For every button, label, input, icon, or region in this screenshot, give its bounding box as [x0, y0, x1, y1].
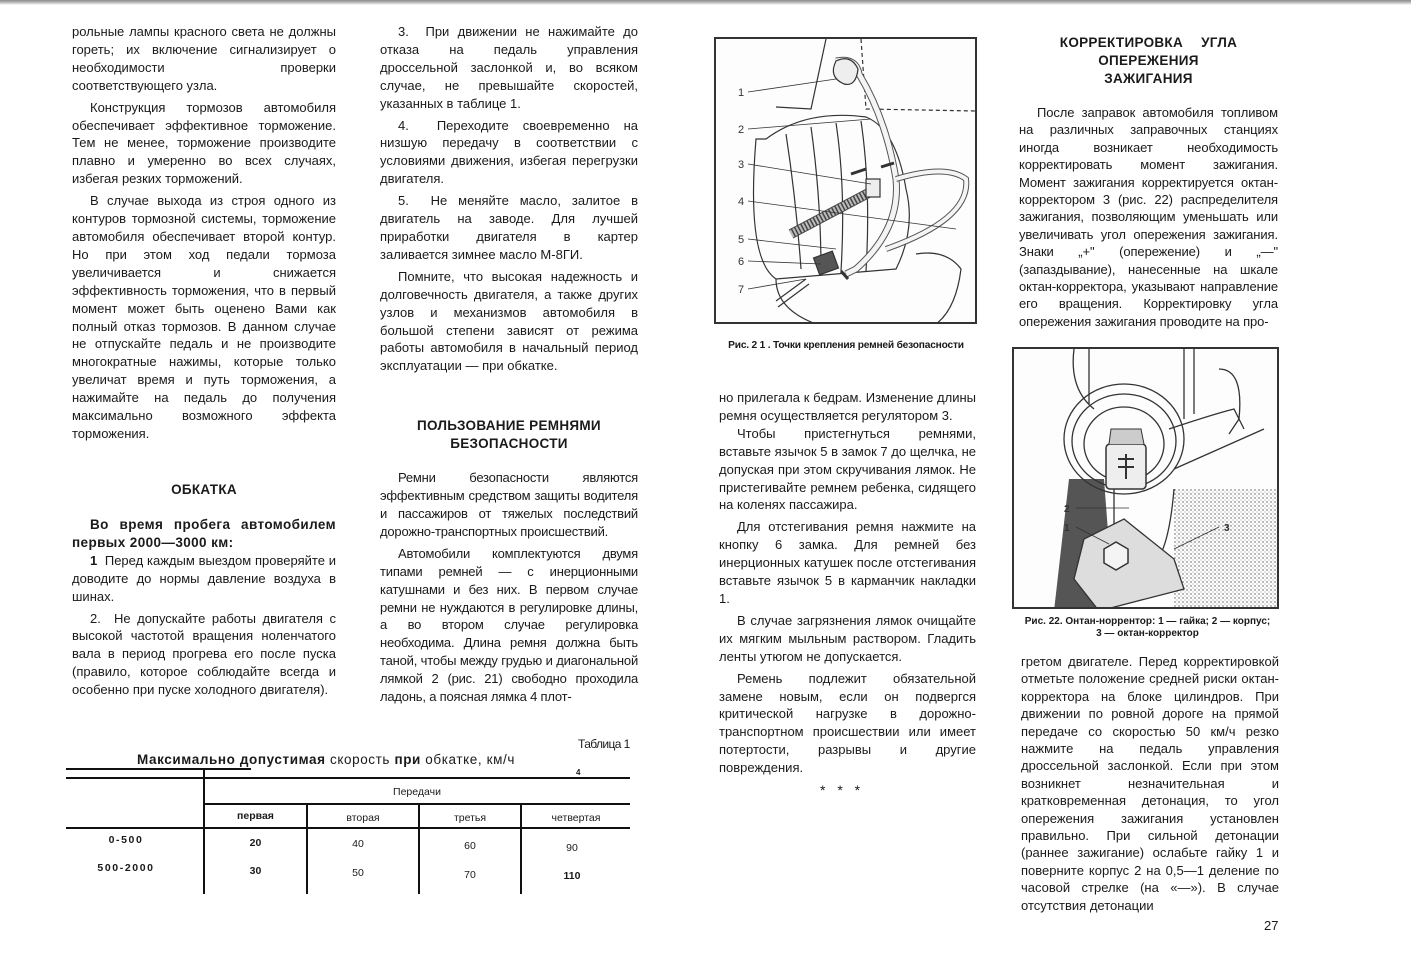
fig21-label: 2 — [738, 124, 745, 136]
row-label: 500-2000 — [97, 862, 155, 874]
column-header: четвертая — [551, 812, 601, 824]
item-number: 3. — [398, 24, 409, 39]
paragraph: В случае выхода из строя одного из контуров тормозной системы, торможение автомобиля обеспечивает второй контур. Но при этом ход педали тормоза увеличивается и снижается эффективность торможения, что в первый момент может быть оценено Вами как полный отказ тормозов. В данном случае не отпускайте педаль и не производите многократные нажимы, которые только увеличат время и путь торможения, а нажимайте на педаль до получения максимально возможного эффекта торможения. — [72, 193, 336, 441]
item-text: Переходите своевременно на низшую передачу в соответствии с условиями движения, избегая перегрузки двигателя. — [380, 117, 638, 187]
rule — [66, 827, 630, 829]
paragraph: Чтобы пристегнуться ремнями, вставьте язычок 5 в замок 7 до щелчка, не допуская при этом скручивания лямок. Не пристегивайте ремнем ребенка, сидящего на коленях пассажира. — [719, 425, 976, 513]
table-cell: 30 — [249, 865, 262, 877]
column-4-continued — [1021, 653, 1279, 914]
title-part: при — [394, 752, 421, 767]
title-part: обкатке, км/ч — [425, 752, 515, 767]
caption-line: Рис. 22. Онтан-норрентор: 1 — гайка; 2 — корпус; — [1024, 616, 1271, 627]
column-4-body — [1019, 104, 1278, 330]
item-number: 5. — [398, 193, 409, 209]
table-cell: 60 — [464, 840, 476, 852]
list-item — [72, 610, 336, 700]
paragraph: но прилегала к бедрам. Изменение длины ремня осуществляется регулятором 3. — [719, 390, 976, 423]
footnote-mark: 4 — [576, 768, 581, 777]
column-2 — [380, 23, 638, 706]
title-part: Максимально допустимая — [137, 752, 326, 767]
paragraph: рольные лампы красного света не должны гореть; их включение сигнализирует о необходимости проверки соответствующего узла. — [72, 24, 336, 93]
seatbelt-illustration — [716, 39, 977, 324]
column-header: третья — [453, 812, 487, 824]
row-label: 0-500 — [108, 834, 144, 846]
section-heading-obkatka: ОБКАТКА — [171, 481, 237, 497]
paragraph: В случае загрязнения лямок очищайте их мягким мыльным раствором. Гладить ленты утюгом не допускается. — [719, 612, 976, 664]
caption-line: 3 — октан-корректор — [1096, 628, 1199, 639]
fig21-label: 3 — [738, 159, 745, 171]
heading-line: ЗАЖИГАНИЯ — [1104, 71, 1193, 86]
section-separator: * * * — [820, 782, 865, 798]
paragraph: Ремень подлежит обязательной замене новым, если он подвергся критической нагрузке в дорожно-транспортном происшествии или имеет потертости, разрывы и другие повреждения. — [719, 670, 976, 776]
section-heading-seatbelts — [380, 417, 638, 453]
list-item — [380, 23, 638, 113]
list-item — [380, 117, 638, 189]
section-heading-ignition — [1019, 34, 1278, 88]
table-cell: 70 — [464, 869, 476, 881]
table-title — [137, 752, 515, 767]
page-top-edge — [0, 0, 1411, 5]
column-1 — [72, 23, 336, 699]
table-group-header: Передачи — [393, 786, 441, 798]
paragraph: Помните, что высокая надежность и долговечность двигателя, а также других узлов и механизмов автомобиля в большой степени зависят от режима работы автомобиля в начальный период эксплуатации — при обкатке. — [380, 268, 638, 374]
table-cell: 40 — [352, 838, 364, 850]
fig21-label: 6 — [738, 256, 745, 268]
item-number: 1 — [90, 552, 98, 568]
heading-line: ОПЕРЕЖЕНИЯ — [1098, 53, 1199, 68]
title-part: скорость — [329, 752, 391, 767]
item-text: Не допускайте работы двигателя с высокой частотой вращения ноленчатого вала в период прогрева его после пуска (правило, которое соблюдайте всегда и особенно при пуске холодного двигателя). — [72, 610, 336, 698]
figure-22-caption — [1010, 616, 1285, 640]
fig22-label: 1 — [1064, 523, 1070, 534]
table-cell: 90 — [566, 842, 578, 854]
paragraph: Автомобили комплектуются двумя типами ремней — с инерционными катушнами и без них. В первом случае ремни не нуждаются в регулировке длины, а во втором случае регулировка необходима. Длина ремня должна быть таной, чтобы между грудью и диагональной лямкой 2 (рис. 21) свободно проходила ладонь, а поясная лямка 4 плот- — [380, 545, 638, 705]
column-header: первая — [237, 810, 274, 822]
list-item — [72, 552, 336, 606]
heading-line: КОРРЕКТИРОВКА УГЛА — [1059, 35, 1238, 50]
figure-21-caption: Рис. 2 1 . Точки крепления ремней безопасности — [728, 340, 964, 351]
paragraph: Ремни безопасности являются эффективным средством защиты водителя и пассажиров от тяжелых последствий дорожно-транспортных происшествий. — [380, 470, 638, 539]
fig21-label: 4 — [738, 196, 745, 208]
fig21-label: 5 — [738, 234, 745, 246]
fig22-label: 2 — [1064, 504, 1070, 515]
table-cell: 110 — [563, 870, 581, 882]
paragraph: Конструкция тормозов автомобиля обеспечивает эффективное торможение. Тем не менее, торможение производите плавно и умеренно во всех случаях, избегая резких торможений. — [72, 99, 336, 187]
fig22-label: 3 — [1224, 523, 1230, 534]
item-text: Не меняйте масло, залитое в двигатель на заводе. Для лучшей приработки двигателя в картер заливается зимнее масло М-8ГИ. — [380, 193, 638, 262]
paragraph: После заправок автомобиля топливом на различных заправочных станциях иногда возникает необходимость корректировать момент зажигания. Момент зажигания корректируется октан-корректором 3 (рис. 22) распределителя зажигания, позволяющим уменьшать или увеличивать угол опережения зажигания. Знаки „+" (опережение) и „—" (запаздывание), нанесенные на шкале октан-корректора, указывают направление его вращения. Корректировку угла опережения зажигания проводите на про- — [1019, 105, 1278, 329]
item-number: 2. — [90, 610, 101, 626]
fig21-label: 7 — [738, 284, 745, 296]
column-3 — [719, 389, 976, 777]
figure-21-seatbelt-diagram — [714, 37, 977, 324]
table-cell: 20 — [249, 837, 262, 849]
list-item — [380, 192, 638, 264]
heading-line: БЕЗОПАСНОСТИ — [450, 436, 568, 452]
subheading: Во время пробега автомобилем первых 2000—3000 км: — [72, 516, 336, 550]
item-number: 4. — [398, 117, 409, 133]
fig21-label: 1 — [738, 87, 745, 99]
item-text: При движении не нажимайте до отказа на педаль управления дроссельной заслонкой и, во всяком случае, не превышайте скоростей, указанных в таблице 1. — [380, 24, 638, 111]
column-4 — [1019, 34, 1278, 330]
paragraph: Для отстегивания ремня нажмите на кнопку 6 замка. Для ремней без инерционных катушек после отстегивания вставьте язычок 5 в карманчик накладки 1. — [719, 519, 976, 606]
page-number: 27 — [1264, 918, 1279, 933]
rule — [66, 768, 251, 770]
item-text: Перед каждым выездом проверяйте и доводите до нормы давление воздуха в шинах. — [72, 552, 336, 604]
octane-corrector-illustration — [1014, 349, 1279, 609]
heading-line: ПОЛЬЗОВАНИЕ РЕМНЯМИ — [417, 418, 601, 434]
table-label: Таблица 1 — [578, 737, 630, 751]
paragraph: гретом двигателе. Перед корректировкой отметьте положение средней риски октан-корректора на блоке цилиндров. При движении по ровной дороге на прямой передаче со скоростью 50 км/ч резко нажмите на педаль управления дроссельной заслонкой. Если при этом возникнет незначительная и кратковременная детонация, то угол опережения зажигания установлен правильно. При сильной детонации (раннее зажигание) ослабьте гайку 1 и поверните корпус 2 на 0,5—1 деление по часовой стрелке (на «—»). В случае отсутствия детонации — [1021, 654, 1279, 913]
rule — [66, 777, 630, 779]
rule — [204, 803, 630, 805]
column-header: вторая — [346, 812, 380, 824]
table-cell: 50 — [352, 867, 364, 879]
figure-22-octane-corrector — [1012, 347, 1279, 609]
